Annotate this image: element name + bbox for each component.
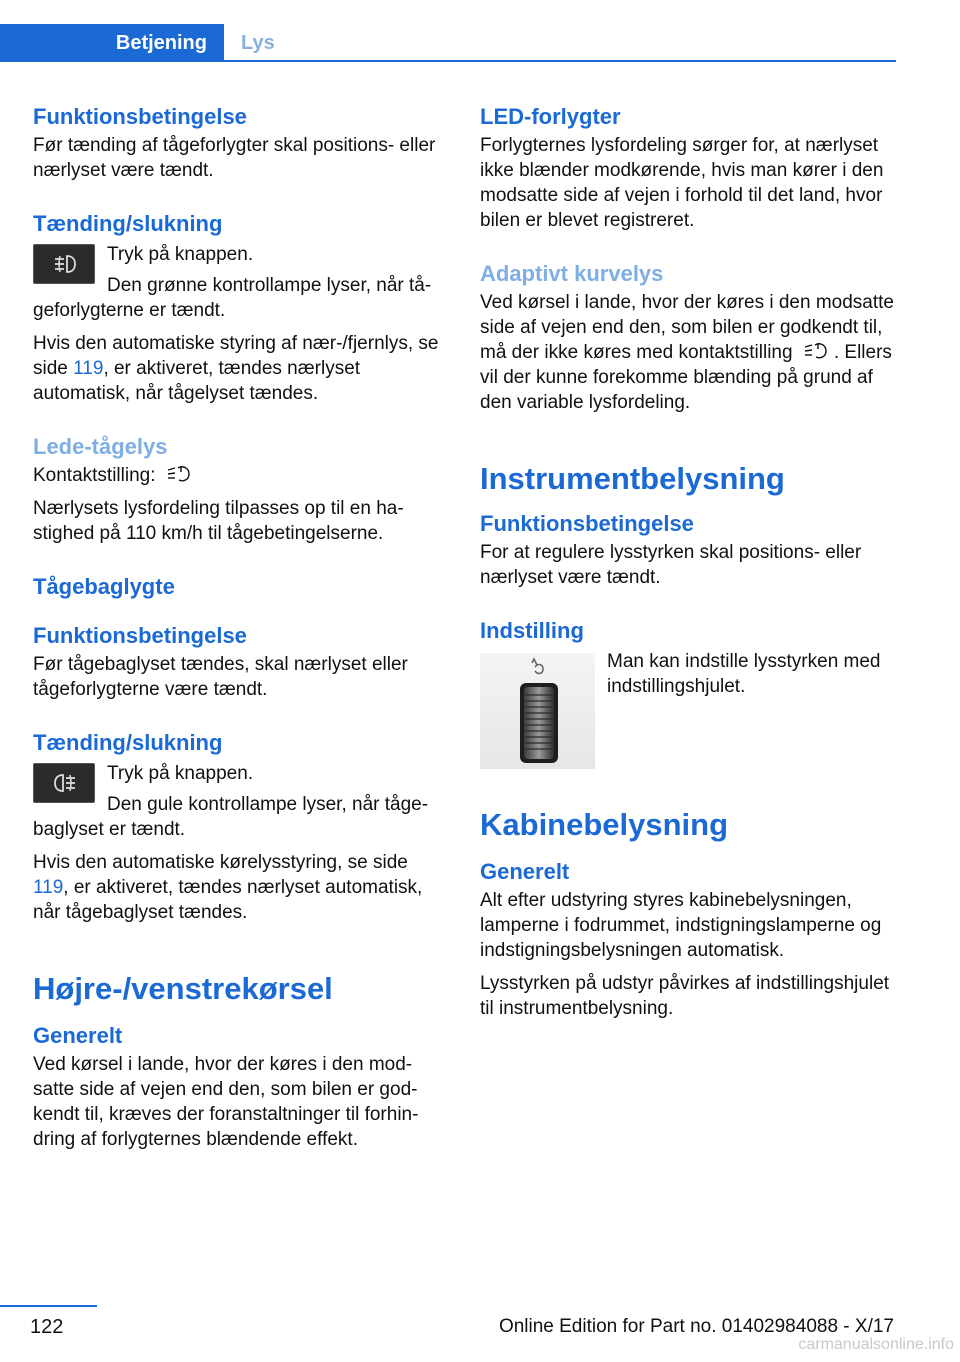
left-column — [33, 100, 445, 1160]
paragraph: Lysstyrken på udstyr påvirkes af indstillingshjulet til instrumentbelysning. — [480, 973, 890, 1019]
front-fog-light-icon — [53, 253, 77, 275]
paragraph: Hvis den automatiske styring af nær-/fjernlys, se side 119, er aktiveret, tændes nærlyset automatisk, når tågelyset tændes. — [33, 333, 439, 404]
dimmer-wheel-image — [480, 653, 595, 769]
heading-taending-slukning: Tænding/slukning — [33, 211, 223, 236]
watermark: carmanualsonline.info — [798, 1336, 954, 1353]
paragraph: For at regulere lysstyrken skal positions- eller nærlyset være tændt. — [480, 542, 862, 588]
paragraph: Kontaktstilling: — [33, 463, 445, 488]
paragraph: Hvis den automatiske kørelysstyring, se side 119, er aktiveret, tændes nærlyset automatisk, når tågebaglyset tændes. — [33, 852, 423, 923]
tab-betjening[interactable]: Betjening — [0, 24, 224, 62]
front-fog-light-button-image — [33, 244, 95, 284]
heading-indstilling: Indstilling — [480, 618, 584, 643]
paragraph: Ved kørsel i lande, hvor der køres i den modsatte side af vejen end den, som bilen er godkendt til, kræves der foranstaltninger til forhindring af forlygternes blændende effekt. — [33, 1054, 419, 1150]
heading-instrumentbelysning: Instrumentbelysning — [480, 461, 785, 496]
rear-fog-light-button-image — [33, 763, 95, 803]
dimmer-wheel-icon — [480, 653, 595, 769]
heading-generelt: Generelt — [33, 1023, 123, 1048]
heading-lede-taagelys: Lede-tågelys — [33, 434, 168, 459]
header-tabs — [0, 24, 896, 62]
right-column — [480, 100, 896, 1029]
page-link[interactable]: 119 — [73, 358, 104, 379]
fog-light-switch-icon — [802, 341, 830, 361]
footer-rule — [0, 1305, 97, 1307]
paragraph: Man kan indstille lysstyrken med indstillingshjulet. — [607, 651, 881, 697]
heading-taending-slukning: Tænding/slukning — [33, 730, 223, 755]
paragraph: Ved kørsel i lande, hvor der køres i den modsatte side af vejen end den, som bilen er godkendt til, må der ikke køres med kontaktstilling . Ellers vil der kunne forekomme blænding på grund af den variable lysfordeling. — [480, 292, 894, 413]
page-link[interactable]: 119 — [33, 877, 64, 898]
tab-lys[interactable]: Lys — [241, 32, 275, 54]
paragraph: Før tænding af tågeforlygter skal positions- eller nærlyset være tændt. — [33, 135, 436, 181]
heading-funktionsbetingelse: Funktionsbetingelse — [480, 511, 694, 536]
paragraph: Den grønne kontrollampe lyser, når tågeforlygterne er tændt. — [33, 275, 432, 321]
paragraph: Den gule kontrollampe lyser, når tågebaglyset er tændt. — [33, 794, 429, 840]
paragraph: Tryk på knappen. — [107, 244, 254, 265]
fog-light-switch-icon — [165, 464, 193, 484]
page-number: 122 — [30, 1316, 64, 1338]
heading-funktionsbetingelse: Funktionsbetingelse — [33, 104, 247, 129]
header-rule — [224, 60, 896, 62]
edition-text: Online Edition for Part no. 01402984088 - X/17 — [498, 1316, 894, 1337]
heading-hoejre-venstrekoersel: Højre-/venstrekørsel — [33, 971, 333, 1006]
heading-generelt: Generelt — [480, 859, 570, 884]
rear-fog-light-icon — [53, 772, 77, 794]
heading-funktionsbetingelse: Funktionsbetingelse — [33, 623, 247, 648]
paragraph: Tryk på knappen. — [107, 763, 254, 784]
heading-adaptivt-kurvelys: Adaptivt kurvelys — [480, 261, 664, 286]
heading-taagebaglygte: Tågebaglygte — [33, 574, 175, 599]
paragraph: Forlygternes lysfordeling sørger for, at nærlyset ikke blænder modkørende, hvis man kører i den modsatte side af vejen i forhold til det land, hvor bilen er blevet registreret. — [480, 135, 884, 231]
paragraph: Nærlysets lysfordeling tilpasses op til en hastighed på 110 km/h til tågebetingelserne. — [33, 498, 404, 544]
heading-kabinebelysning: Kabinebelysning — [480, 807, 729, 842]
heading-led-forlygter: LED-forlygter — [480, 104, 621, 129]
paragraph: Alt efter udstyring styres kabinebelysningen, lamperne i fodrummet, indstigningslamperne og indstigningsbelysningen automatisk. — [480, 890, 882, 961]
paragraph: Før tågebaglyset tændes, skal nærlyset eller tågeforlygterne være tændt. — [33, 654, 408, 700]
